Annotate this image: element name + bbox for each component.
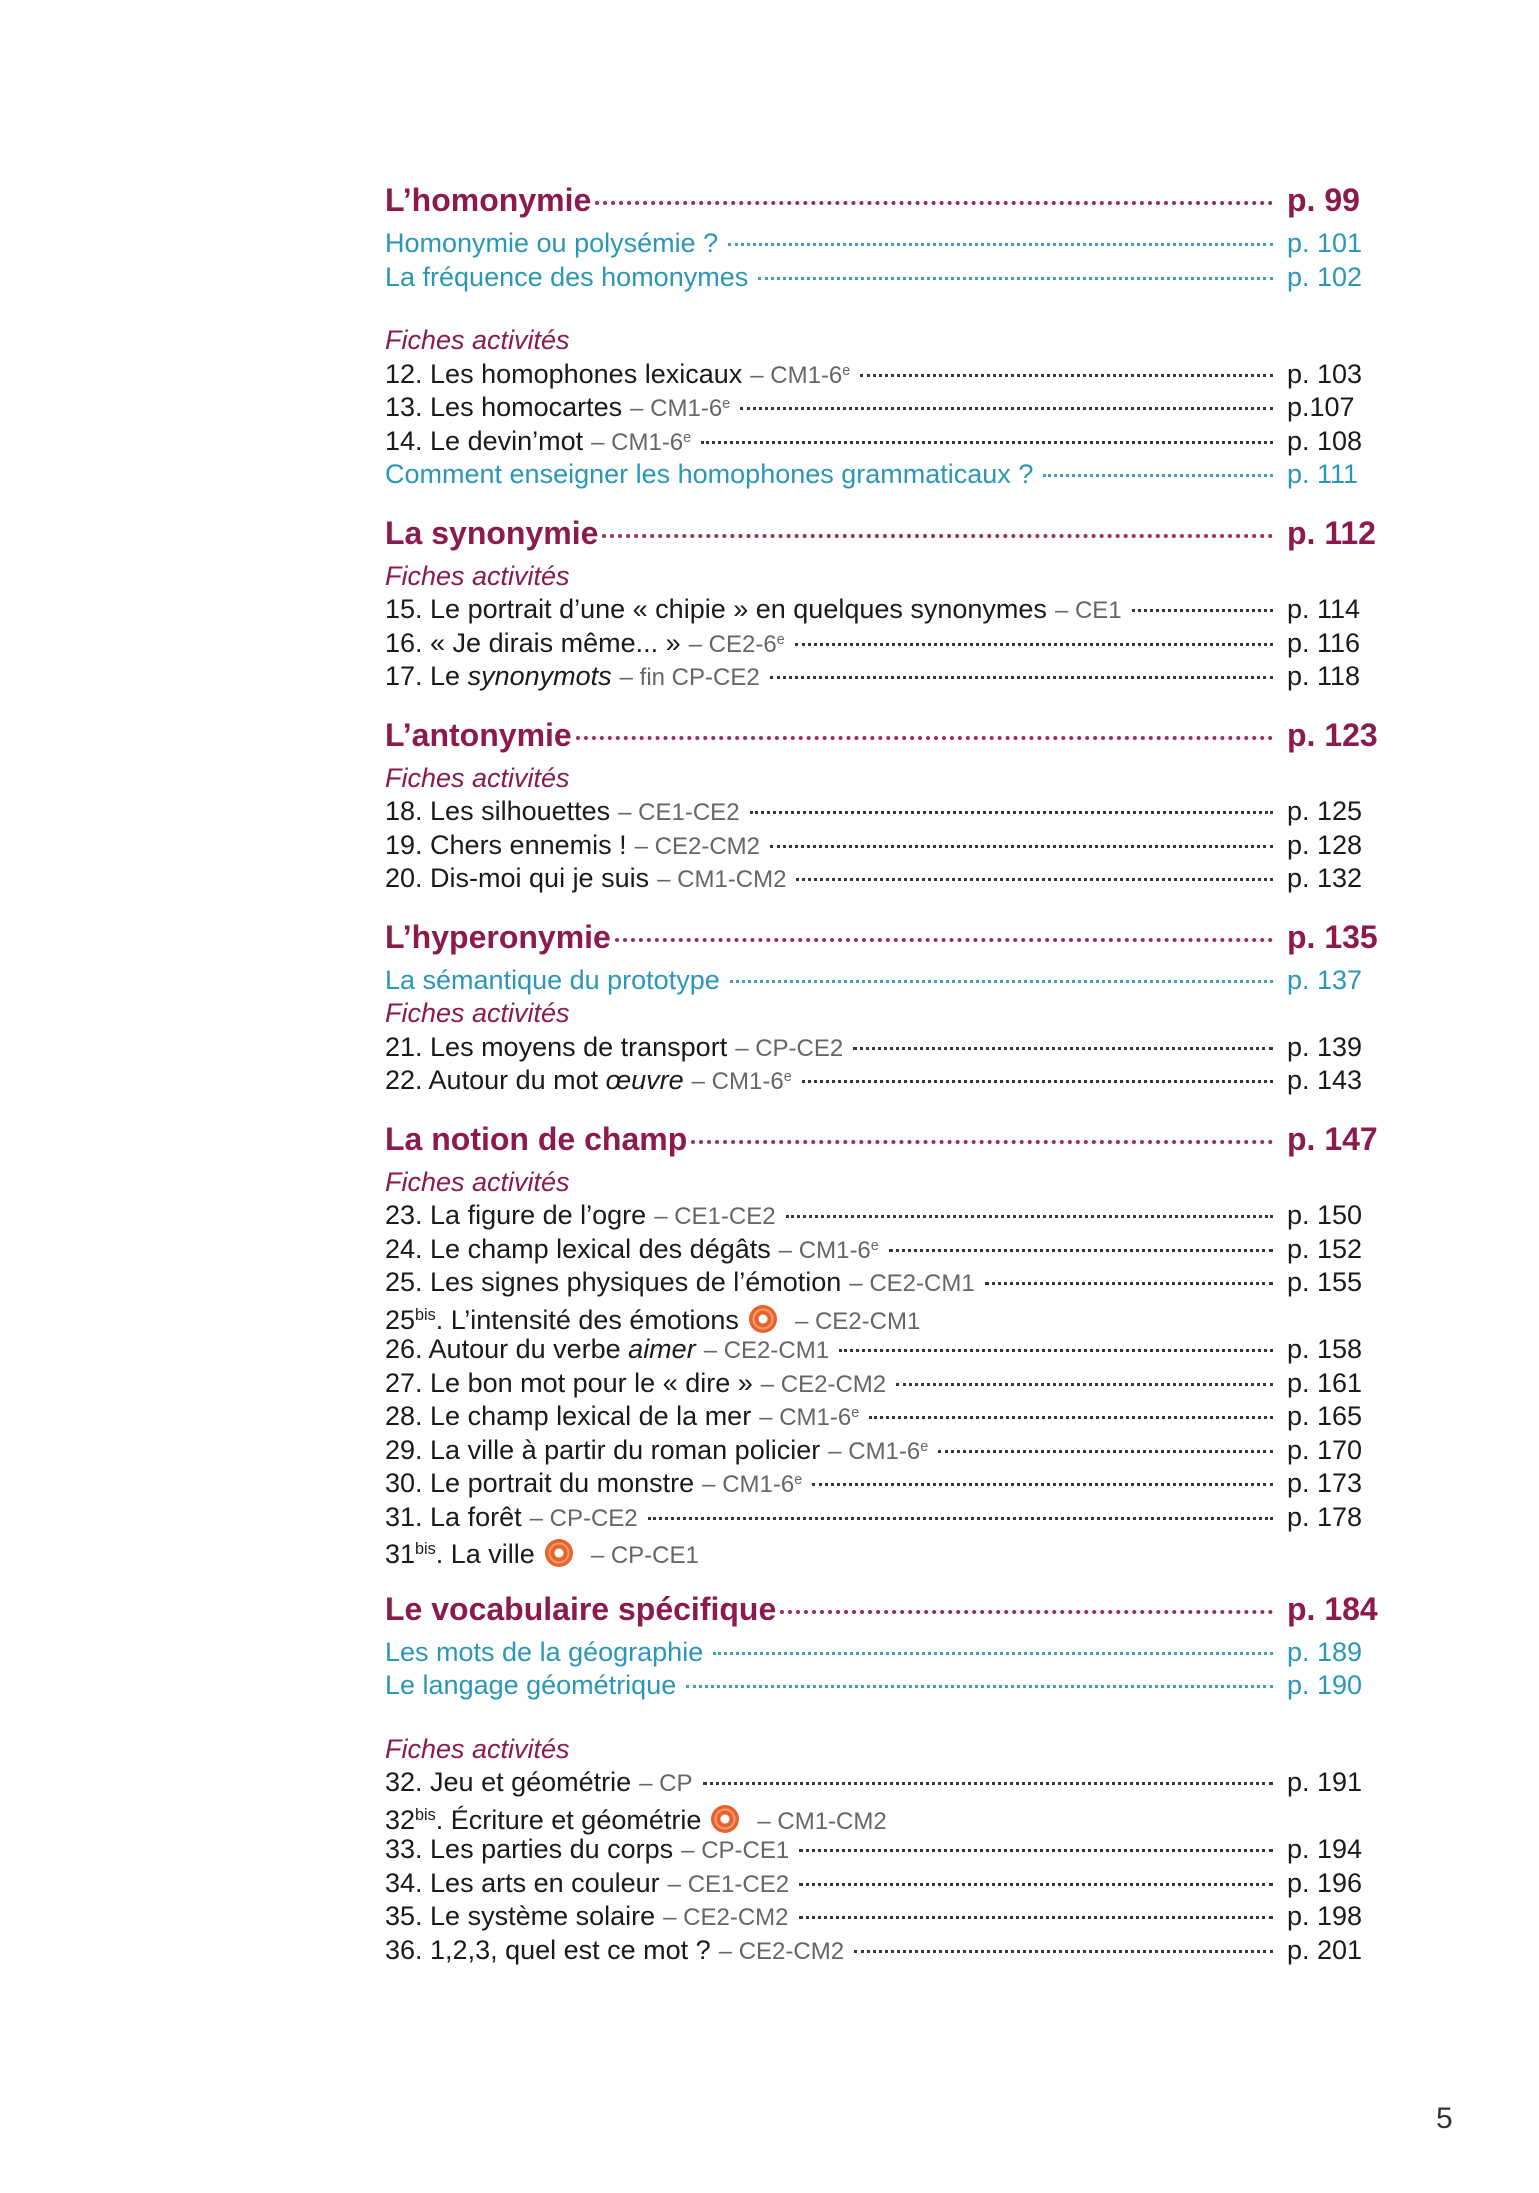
level-text: – CM1-6 (630, 395, 723, 422)
entry-title-text: 30. Le portrait du monstre (385, 1468, 695, 1498)
entry-title-text: 23. La figure de l’ogre (385, 1200, 647, 1230)
level-label (704, 1337, 829, 1365)
page-ref: p. 184 (1287, 1590, 1378, 1627)
dot-leader (812, 1483, 1273, 1486)
entry-title-text: 32 (385, 1804, 416, 1835)
page-ref: p. 155 (1287, 1267, 1363, 1297)
dot-leader (648, 1517, 1273, 1520)
level-label (530, 1505, 638, 1533)
page-ref: p. 139 (1287, 1031, 1363, 1062)
entry-title (385, 919, 611, 956)
page-ref: p. 108 (1287, 425, 1363, 456)
dot-leader (869, 1416, 1273, 1419)
toc-link[interactable] (385, 1637, 1375, 1671)
toc-item[interactable] (385, 1834, 1375, 1868)
level-label (759, 1404, 859, 1432)
toc-item[interactable] (385, 392, 1375, 426)
level-text: – CE1-CE2 (667, 1870, 790, 1898)
spacer (385, 1099, 1375, 1121)
entry-title-text: 35. Le système solaire (385, 1901, 656, 1931)
toc-item[interactable] (385, 1868, 1375, 1902)
entry-title (385, 359, 742, 390)
page-ref: p.107 (1287, 392, 1355, 422)
fiches-heading: Fiches activités (385, 560, 570, 591)
toc-item[interactable] (385, 830, 1375, 864)
level-text: – CP-CE1 (590, 1542, 699, 1569)
fiches-heading: Fiches activités (385, 998, 570, 1028)
level-label (618, 799, 739, 827)
entry-title (385, 717, 572, 754)
cd-disc-icon (545, 1539, 573, 1567)
entry-title (385, 1539, 535, 1570)
page-ref: p. 165 (1287, 1401, 1363, 1431)
entry-title-text: La synonymie (385, 514, 599, 551)
level-label (735, 1035, 843, 1063)
page-ref: p. 135 (1287, 918, 1378, 955)
entry-title-rest: . Écriture et géométrie (435, 1804, 702, 1835)
level-text: – fin CP-CE2 (619, 664, 760, 691)
entry-title-text: 18. Les silhouettes (385, 796, 611, 826)
entry-title (385, 182, 591, 219)
entry-title (385, 1121, 687, 1158)
entry-title-text: Le vocabulaire spécifique (385, 1590, 777, 1627)
toc-section[interactable] (385, 515, 1375, 561)
page-ref: p. 194 (1287, 1834, 1363, 1864)
level-label (689, 631, 785, 659)
dot-leader (770, 845, 1273, 848)
level-text: – CE2-CM1 (703, 1337, 830, 1364)
page-ref: p. 112 (1287, 514, 1376, 551)
fiches-heading: Fiches activités (385, 762, 570, 793)
level-sup: e (842, 362, 851, 379)
spacer (385, 493, 1375, 515)
entry-title (385, 661, 612, 692)
entry-title-text: 21. Les moyens de transport (385, 1031, 728, 1062)
level-sup: e (683, 429, 692, 446)
toc-item[interactable] (385, 1032, 1375, 1066)
toc-item[interactable] (385, 863, 1375, 897)
level-label (663, 1904, 788, 1932)
page-number: 5 (1436, 2102, 1453, 2135)
cd-disc-icon (711, 1805, 739, 1833)
level-text: – CE2-6 (688, 630, 777, 658)
toc-item[interactable] (385, 1502, 1375, 1536)
toc-item[interactable] (385, 1468, 1375, 1502)
entry-title (385, 459, 1033, 490)
entry-title-text: 17. Le (385, 661, 468, 691)
entry-title-text: Homonymie ou polysémie ? (385, 228, 719, 258)
entry-title (385, 228, 718, 259)
level-label (702, 1471, 802, 1499)
page-ref: p. 125 (1287, 796, 1363, 826)
entry-title-sup: bis (415, 1805, 436, 1824)
entry-title (385, 1468, 694, 1499)
entry-title-text: 27. Le bon mot pour le « dire » (385, 1367, 753, 1398)
level-text: – CM1-6 (702, 1471, 795, 1498)
toc-item[interactable] (385, 1401, 1375, 1435)
entry-title (385, 1767, 631, 1798)
toc-item[interactable] (385, 1234, 1375, 1268)
level-label (1055, 597, 1122, 625)
entry-title-text: 13. Les homocartes (385, 392, 623, 422)
dot-leader (938, 1450, 1273, 1453)
entry-title (385, 863, 649, 894)
entry-title-text: Comment enseigner les homophones grammaticaux ? (385, 459, 1034, 489)
entry-title-text: 26. Autour du verbe (385, 1334, 629, 1364)
toc-section[interactable] (385, 182, 1375, 228)
dot-leader (713, 1652, 1273, 1655)
level-text: – CM1-6 (750, 361, 843, 389)
toc-item[interactable] (385, 1334, 1375, 1368)
toc-item[interactable] (385, 594, 1375, 628)
page-ref: p. 189 (1287, 1636, 1363, 1667)
dot-leader (730, 980, 1273, 983)
dot-leader (770, 676, 1273, 679)
level-text: – CM1-CM2 (757, 1807, 887, 1835)
dot-leader (595, 201, 1273, 205)
page-ref: p. 152 (1287, 1233, 1363, 1264)
entry-title (385, 628, 681, 659)
entry-title-text: 16. « Je dirais même... » (385, 627, 681, 658)
entry-title-text: 32. Jeu et géométrie (385, 1767, 632, 1797)
dot-leader (799, 1849, 1273, 1852)
level-label (849, 1270, 974, 1298)
entry-title (385, 965, 720, 996)
level-label (795, 1308, 920, 1336)
entry-title (385, 1591, 776, 1628)
level-text: – CE2-CM1 (794, 1307, 921, 1335)
entry-title-text: 22. Autour du mot (385, 1065, 606, 1095)
table-of-contents (385, 182, 1378, 1968)
dot-leader (615, 938, 1273, 942)
toc-item[interactable] (385, 1435, 1375, 1469)
page-ref: p. 118 (1287, 661, 1361, 691)
page-ref: p. 132 (1287, 863, 1363, 893)
entry-title (385, 1032, 727, 1063)
toc-item[interactable] (385, 1267, 1375, 1301)
fiches-heading: Fiches activités (385, 1166, 570, 1197)
entry-title (385, 1305, 739, 1336)
entry-title-text: Les mots de la géographie (385, 1636, 704, 1667)
page-ref: p. 99 (1287, 182, 1360, 218)
level-label (654, 1203, 775, 1231)
level-text: – CE1-CE2 (618, 799, 740, 826)
level-text: – CE2-CM2 (634, 832, 760, 860)
level-sup: e (920, 1438, 929, 1455)
level-label (757, 1808, 886, 1836)
entry-title-rest: . L’intensité des émotions (435, 1304, 739, 1335)
dot-leader (686, 1685, 1273, 1688)
toc-link[interactable] (385, 1670, 1375, 1704)
toc-link[interactable] (385, 228, 1375, 262)
entry-title (385, 1502, 522, 1533)
dot-leader (896, 1383, 1273, 1386)
page-ref: p. 190 (1287, 1670, 1363, 1700)
entry-title-text: 31. La forêt (385, 1501, 522, 1532)
entry-title-text: 36. 1,2,3, quel est ce mot ? (385, 1934, 711, 1965)
level-label (635, 833, 760, 861)
level-label (692, 1068, 792, 1096)
dot-leader (691, 1140, 1273, 1144)
dot-leader (728, 243, 1273, 246)
spacer (385, 295, 1375, 325)
page-ref: p. 128 (1287, 829, 1363, 860)
toc-item[interactable] (385, 1368, 1375, 1402)
entry-title-rest: . La ville (435, 1539, 535, 1569)
toc-item[interactable] (385, 359, 1375, 393)
toc-item[interactable] (385, 1901, 1375, 1935)
entry-title (385, 1868, 660, 1899)
entry-title (385, 1834, 673, 1865)
page-ref: p. 137 (1287, 964, 1363, 995)
page-ref: p. 123 (1287, 716, 1378, 753)
level-label (750, 362, 850, 390)
level-text: – CM1-6 (828, 1437, 921, 1465)
entry-title (385, 1334, 696, 1365)
page-ref: p. 191 (1287, 1767, 1363, 1797)
toc-link[interactable] (385, 965, 1375, 999)
level-label (761, 1371, 886, 1399)
entry-title-text: 28. Le champ lexical de la mer (385, 1401, 752, 1431)
page-ref: p. 198 (1287, 1901, 1363, 1931)
entry-title-text: 25 (385, 1304, 416, 1335)
level-text: – CE1 (1054, 597, 1122, 624)
level-label (657, 866, 786, 894)
entry-title-italic: synonymots (467, 661, 612, 691)
level-label (668, 1871, 789, 1899)
entry-title-text: 20. Dis-moi qui je suis (385, 863, 650, 893)
entry-title-text: L’hyperonymie (385, 918, 611, 955)
dot-leader (799, 1916, 1273, 1919)
entry-title (385, 1935, 711, 1966)
fiches-heading: Fiches activités (385, 1733, 570, 1764)
page-ref: p. 196 (1287, 1867, 1363, 1898)
page-ref: p. 103 (1287, 358, 1363, 389)
dot-leader (786, 1215, 1273, 1218)
entry-title-text: La fréquence des homonymes (385, 261, 749, 292)
entry-title-text: 14. Le devin’mot (385, 425, 584, 456)
entry-title (385, 830, 627, 861)
page-ref: p. 147 (1287, 1120, 1378, 1157)
level-label (828, 1438, 928, 1466)
level-text: – CP-CE1 (681, 1837, 790, 1864)
dot-leader (750, 811, 1273, 814)
page-ref: p. 143 (1287, 1065, 1363, 1095)
entry-title (385, 594, 1047, 625)
entry-title-text: 31 (385, 1539, 416, 1569)
dot-leader (860, 374, 1273, 377)
toc-item[interactable] (385, 1535, 1375, 1569)
entry-title (385, 1435, 820, 1466)
entry-title (385, 1805, 701, 1836)
toc-item[interactable] (385, 1200, 1375, 1234)
page-ref: p. 102 (1287, 261, 1363, 292)
entry-title-sup: bis (415, 1540, 436, 1559)
dot-leader (602, 534, 1273, 538)
spacer (385, 897, 1375, 919)
cd-disc-icon (749, 1305, 777, 1333)
toc-item[interactable] (385, 1065, 1375, 1099)
dot-leader (889, 1249, 1273, 1252)
page-ref: p. 150 (1287, 1200, 1363, 1230)
entry-title (385, 392, 622, 423)
level-label (591, 429, 691, 457)
level-sup: e (722, 396, 731, 413)
spacer (385, 1569, 1375, 1591)
dot-leader (740, 407, 1273, 410)
entry-title (385, 1401, 751, 1432)
entry-title-text: L’homonymie (385, 182, 592, 218)
entry-title-sup: bis (415, 1305, 436, 1324)
entry-title-text: La notion de champ (385, 1120, 688, 1157)
toc-item[interactable] (385, 1801, 1375, 1835)
dot-leader (795, 643, 1273, 646)
entry-title (385, 1267, 841, 1298)
level-text: – CM1-6 (759, 1404, 852, 1431)
dot-leader (985, 1282, 1273, 1285)
entry-title (385, 262, 748, 293)
level-text: – CP-CE2 (529, 1504, 638, 1532)
level-text: – CP-CE2 (735, 1034, 844, 1062)
entry-title (385, 515, 598, 552)
level-text: – CE1-CE2 (654, 1203, 776, 1230)
entry-title-text: 15. Le portrait d’une « chipie » en quelques synonymes (385, 594, 1047, 624)
dot-leader (780, 1610, 1273, 1614)
entry-title-text: 29. La ville à partir du roman policier (385, 1434, 821, 1465)
level-text: – CM1-6 (691, 1068, 784, 1095)
page-ref: p. 178 (1287, 1501, 1363, 1532)
entry-title-text: La sémantique du prototype (385, 964, 720, 995)
dot-leader (802, 1080, 1273, 1083)
level-label (779, 1237, 879, 1265)
entry-title-italic: aimer (628, 1334, 696, 1364)
toc-item[interactable] (385, 628, 1375, 662)
dot-leader (576, 736, 1273, 740)
dot-leader (1132, 609, 1273, 612)
dot-leader (758, 277, 1273, 280)
toc-link[interactable] (385, 262, 1375, 296)
level-sup: e (794, 1472, 803, 1489)
level-label (620, 664, 760, 692)
entry-title (385, 1065, 684, 1096)
page-ref: p. 114 (1287, 594, 1361, 624)
dot-leader (703, 1782, 1273, 1785)
page-ref: p. 101 (1287, 228, 1363, 258)
entry-title-text: 12. Les homophones lexicaux (385, 358, 743, 389)
level-text: – CE2-CM2 (760, 1370, 887, 1398)
entry-title-text: 19. Chers ennemis ! (385, 829, 627, 860)
level-label (591, 1542, 699, 1570)
entry-title (385, 426, 583, 457)
toc-section[interactable] (385, 1120, 1378, 1167)
level-sup: e (851, 1405, 860, 1422)
entry-title (385, 1637, 703, 1668)
spacer (385, 1704, 1375, 1734)
entry-title-text: 34. Les arts en couleur (385, 1867, 660, 1898)
level-label (719, 1938, 844, 1966)
dot-leader (839, 1349, 1273, 1352)
entry-title-italic: œuvre (605, 1065, 684, 1095)
entry-title (385, 1234, 771, 1265)
level-label (681, 1837, 789, 1865)
toc-item[interactable] (385, 1935, 1375, 1969)
level-text: – CE2-CM1 (849, 1270, 975, 1297)
fiches-heading: Fiches activités (385, 325, 570, 355)
dot-leader (1043, 474, 1273, 477)
toc-item[interactable] (385, 426, 1375, 460)
level-text: – CE2-CM2 (718, 1937, 845, 1965)
page-ref: p. 161 (1287, 1367, 1363, 1398)
page-ref: p. 173 (1287, 1468, 1363, 1498)
entry-title (385, 1368, 753, 1399)
toc-link[interactable] (385, 459, 1375, 493)
entry-title (385, 1200, 646, 1231)
entry-title-text: Le langage géométrique (385, 1670, 677, 1700)
level-text: – CM1-6 (591, 428, 684, 456)
page-ref: p. 158 (1287, 1334, 1363, 1364)
toc-item[interactable] (385, 661, 1375, 695)
toc-item[interactable] (385, 1767, 1375, 1801)
level-text: – CP (639, 1770, 693, 1797)
entry-title-text: 25. Les signes physiques de l’émotion (385, 1267, 842, 1297)
level-sup: e (776, 631, 785, 648)
spacer (385, 695, 1375, 717)
entry-title (385, 1670, 676, 1701)
entry-title (385, 1901, 655, 1932)
level-sup: e (783, 1069, 792, 1086)
toc-item[interactable] (385, 796, 1375, 830)
page-ref: p. 170 (1287, 1434, 1363, 1465)
page-ref: p. 111 (1287, 459, 1359, 489)
page-ref: p. 116 (1287, 627, 1361, 658)
level-label (630, 395, 730, 423)
dot-leader (853, 1047, 1273, 1050)
toc-section[interactable] (385, 918, 1378, 965)
entry-title-text: 33. Les parties du corps (385, 1834, 674, 1864)
toc-section[interactable] (385, 1590, 1378, 1637)
dot-leader (854, 1950, 1273, 1953)
toc-item[interactable] (385, 1301, 1375, 1335)
level-label (639, 1770, 692, 1798)
toc-section[interactable] (385, 716, 1378, 763)
dot-leader (796, 878, 1273, 881)
entry-title-text: L’antonymie (385, 716, 572, 753)
level-text: – CM1-CM2 (657, 866, 787, 893)
page-ref: p. 201 (1287, 1934, 1363, 1965)
entry-title (385, 796, 610, 827)
dot-leader (799, 1883, 1273, 1886)
entry-title-text: 24. Le champ lexical des dégâts (385, 1233, 771, 1264)
dot-leader (701, 441, 1273, 444)
level-text: – CM1-6 (778, 1236, 871, 1264)
level-sup: e (870, 1237, 879, 1254)
level-text: – CE2-CM2 (663, 1904, 789, 1931)
